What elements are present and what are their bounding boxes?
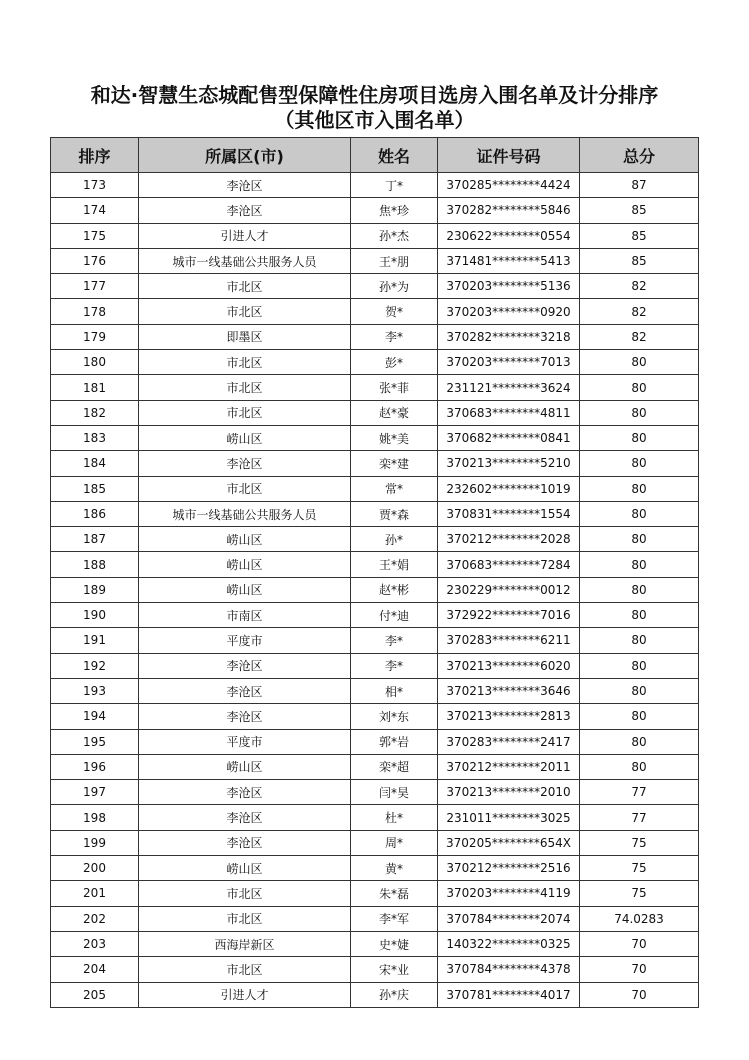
table-row xyxy=(51,603,699,628)
cell-total-score: 80 xyxy=(580,527,699,552)
cell-district: 李沧区 xyxy=(139,198,351,223)
cell-total-score: 77 xyxy=(580,805,699,830)
cell-name: 周* xyxy=(351,830,438,855)
cell-district: 市北区 xyxy=(139,400,351,425)
results-table xyxy=(50,137,699,1008)
cell-total-score: 75 xyxy=(580,881,699,906)
table-row xyxy=(51,830,699,855)
cell-total-score: 80 xyxy=(580,653,699,678)
table-row xyxy=(51,729,699,754)
page-title: 和达·智慧生态城配售型保障性住房项目选房入围名单及计分排序 xyxy=(90,83,659,107)
cell-rank: 198 xyxy=(51,805,139,830)
cell-name: 赵*彬 xyxy=(351,577,438,602)
cell-name: 刘*东 xyxy=(351,704,438,729)
cell-id-number: 370283********6211 xyxy=(438,628,580,653)
cell-name: 王*朋 xyxy=(351,248,438,273)
cell-name: 杜* xyxy=(351,805,438,830)
cell-name: 史*婕 xyxy=(351,931,438,956)
table-row xyxy=(51,552,699,577)
cell-id-number: 370283********2417 xyxy=(438,729,580,754)
cell-total-score: 82 xyxy=(580,274,699,299)
cell-name: 焦*珍 xyxy=(351,198,438,223)
cell-id-number: 370285********4424 xyxy=(438,173,580,198)
cell-id-number: 370212********2516 xyxy=(438,856,580,881)
cell-rank: 186 xyxy=(51,501,139,526)
cell-total-score: 85 xyxy=(580,223,699,248)
cell-district: 市北区 xyxy=(139,476,351,501)
cell-total-score: 80 xyxy=(580,729,699,754)
cell-district: 引进人才 xyxy=(139,223,351,248)
table-row xyxy=(51,678,699,703)
cell-rank: 174 xyxy=(51,198,139,223)
cell-total-score: 70 xyxy=(580,982,699,1007)
cell-rank: 200 xyxy=(51,856,139,881)
cell-total-score: 85 xyxy=(580,198,699,223)
table-row xyxy=(51,527,699,552)
cell-name: 李* xyxy=(351,628,438,653)
cell-id-number: 230229********0012 xyxy=(438,577,580,602)
cell-rank: 195 xyxy=(51,729,139,754)
table-row xyxy=(51,476,699,501)
cell-rank: 173 xyxy=(51,173,139,198)
table-row xyxy=(51,805,699,830)
table-row xyxy=(51,324,699,349)
table-header-row xyxy=(51,138,699,173)
cell-rank: 182 xyxy=(51,400,139,425)
cell-rank: 204 xyxy=(51,957,139,982)
cell-rank: 183 xyxy=(51,425,139,450)
cell-id-number: 370682********0841 xyxy=(438,425,580,450)
cell-district: 李沧区 xyxy=(139,653,351,678)
cell-id-number: 370203********0920 xyxy=(438,299,580,324)
table-row xyxy=(51,425,699,450)
table-body xyxy=(51,173,699,1008)
cell-rank: 189 xyxy=(51,577,139,602)
cell-total-score: 80 xyxy=(580,451,699,476)
table-row xyxy=(51,501,699,526)
cell-rank: 192 xyxy=(51,653,139,678)
cell-total-score: 80 xyxy=(580,603,699,628)
cell-id-number: 372922********7016 xyxy=(438,603,580,628)
cell-rank: 181 xyxy=(51,375,139,400)
header-id-number: 证件号码 xyxy=(438,138,580,173)
cell-id-number: 370831********1554 xyxy=(438,501,580,526)
cell-name: 闫*昊 xyxy=(351,780,438,805)
table-row xyxy=(51,704,699,729)
cell-name: 朱*磊 xyxy=(351,881,438,906)
cell-district: 市北区 xyxy=(139,299,351,324)
cell-name: 相* xyxy=(351,678,438,703)
cell-total-score: 80 xyxy=(580,577,699,602)
page-subtitle: （其他区市入围名单） xyxy=(274,108,475,132)
cell-id-number: 370784********4378 xyxy=(438,957,580,982)
cell-rank: 201 xyxy=(51,881,139,906)
cell-rank: 184 xyxy=(51,451,139,476)
cell-district: 西海岸新区 xyxy=(139,931,351,956)
header-district: 所属区(市) xyxy=(139,138,351,173)
table-row xyxy=(51,780,699,805)
cell-district: 崂山区 xyxy=(139,527,351,552)
table-row xyxy=(51,982,699,1007)
cell-district: 平度市 xyxy=(139,729,351,754)
cell-rank: 203 xyxy=(51,931,139,956)
cell-id-number: 370203********4119 xyxy=(438,881,580,906)
table-row xyxy=(51,400,699,425)
cell-district: 李沧区 xyxy=(139,451,351,476)
cell-total-score: 80 xyxy=(580,476,699,501)
table-row xyxy=(51,299,699,324)
table-row xyxy=(51,375,699,400)
cell-district: 李沧区 xyxy=(139,173,351,198)
cell-total-score: 75 xyxy=(580,830,699,855)
cell-total-score: 75 xyxy=(580,856,699,881)
cell-name: 张*菲 xyxy=(351,375,438,400)
cell-name: 李* xyxy=(351,653,438,678)
header-name: 姓名 xyxy=(351,138,438,173)
cell-rank: 205 xyxy=(51,982,139,1007)
cell-district: 城市一线基础公共服务人员 xyxy=(139,248,351,273)
cell-total-score: 70 xyxy=(580,931,699,956)
header-total-score: 总分 xyxy=(580,138,699,173)
cell-total-score: 80 xyxy=(580,552,699,577)
cell-district: 李沧区 xyxy=(139,830,351,855)
cell-id-number: 370781********4017 xyxy=(438,982,580,1007)
cell-id-number: 230622********0554 xyxy=(438,223,580,248)
cell-id-number: 232602********1019 xyxy=(438,476,580,501)
table-row xyxy=(51,881,699,906)
cell-id-number: 370282********3218 xyxy=(438,324,580,349)
cell-rank: 187 xyxy=(51,527,139,552)
cell-total-score: 80 xyxy=(580,754,699,779)
cell-district: 崂山区 xyxy=(139,856,351,881)
cell-district: 崂山区 xyxy=(139,425,351,450)
cell-district: 崂山区 xyxy=(139,552,351,577)
cell-total-score: 80 xyxy=(580,400,699,425)
table-row xyxy=(51,856,699,881)
cell-name: 付*迪 xyxy=(351,603,438,628)
cell-name: 孙*杰 xyxy=(351,223,438,248)
cell-id-number: 370203********5136 xyxy=(438,274,580,299)
cell-name: 栾*建 xyxy=(351,451,438,476)
table-row xyxy=(51,957,699,982)
cell-rank: 193 xyxy=(51,678,139,703)
cell-name: 姚*美 xyxy=(351,425,438,450)
cell-total-score: 82 xyxy=(580,299,699,324)
table-row xyxy=(51,754,699,779)
cell-id-number: 370213********2813 xyxy=(438,704,580,729)
cell-name: 王*娟 xyxy=(351,552,438,577)
cell-id-number: 370683********4811 xyxy=(438,400,580,425)
cell-rank: 180 xyxy=(51,350,139,375)
cell-id-number: 370683********7284 xyxy=(438,552,580,577)
cell-total-score: 80 xyxy=(580,350,699,375)
cell-total-score: 87 xyxy=(580,173,699,198)
cell-name: 孙* xyxy=(351,527,438,552)
cell-total-score: 80 xyxy=(580,628,699,653)
cell-total-score: 77 xyxy=(580,780,699,805)
cell-name: 丁* xyxy=(351,173,438,198)
cell-district: 市南区 xyxy=(139,603,351,628)
cell-district: 李沧区 xyxy=(139,805,351,830)
cell-rank: 178 xyxy=(51,299,139,324)
cell-total-score: 70 xyxy=(580,957,699,982)
cell-district: 崂山区 xyxy=(139,754,351,779)
header-rank: 排序 xyxy=(51,138,139,173)
cell-name: 彭* xyxy=(351,350,438,375)
cell-id-number: 370205********654X xyxy=(438,830,580,855)
cell-name: 李* xyxy=(351,324,438,349)
cell-district: 市北区 xyxy=(139,375,351,400)
cell-rank: 190 xyxy=(51,603,139,628)
table-row xyxy=(51,931,699,956)
cell-name: 郭*岩 xyxy=(351,729,438,754)
table-row xyxy=(51,173,699,198)
cell-district: 城市一线基础公共服务人员 xyxy=(139,501,351,526)
cell-name: 黄* xyxy=(351,856,438,881)
cell-district: 市北区 xyxy=(139,350,351,375)
table-row xyxy=(51,198,699,223)
table-row xyxy=(51,653,699,678)
cell-name: 栾*超 xyxy=(351,754,438,779)
cell-total-score: 80 xyxy=(580,501,699,526)
cell-total-score: 80 xyxy=(580,678,699,703)
table-row xyxy=(51,223,699,248)
cell-total-score: 80 xyxy=(580,425,699,450)
cell-rank: 197 xyxy=(51,780,139,805)
cell-name: 孙*庆 xyxy=(351,982,438,1007)
cell-id-number: 140322********0325 xyxy=(438,931,580,956)
cell-district: 李沧区 xyxy=(139,678,351,703)
table-row xyxy=(51,248,699,273)
table-row xyxy=(51,350,699,375)
cell-district: 市北区 xyxy=(139,881,351,906)
cell-district: 即墨区 xyxy=(139,324,351,349)
cell-district: 市北区 xyxy=(139,274,351,299)
cell-district: 平度市 xyxy=(139,628,351,653)
cell-total-score: 74.0283 xyxy=(580,906,699,931)
cell-rank: 191 xyxy=(51,628,139,653)
cell-district: 李沧区 xyxy=(139,780,351,805)
cell-id-number: 370213********3646 xyxy=(438,678,580,703)
cell-total-score: 80 xyxy=(580,375,699,400)
cell-name: 贾*森 xyxy=(351,501,438,526)
cell-rank: 185 xyxy=(51,476,139,501)
cell-name: 李*军 xyxy=(351,906,438,931)
cell-id-number: 370282********5846 xyxy=(438,198,580,223)
cell-id-number: 370213********2010 xyxy=(438,780,580,805)
cell-rank: 179 xyxy=(51,324,139,349)
table-row xyxy=(51,451,699,476)
cell-id-number: 231121********3624 xyxy=(438,375,580,400)
cell-id-number: 370212********2011 xyxy=(438,754,580,779)
cell-id-number: 370212********2028 xyxy=(438,527,580,552)
cell-name: 贺* xyxy=(351,299,438,324)
cell-rank: 194 xyxy=(51,704,139,729)
cell-name: 宋*业 xyxy=(351,957,438,982)
table-row xyxy=(51,628,699,653)
cell-id-number: 370213********6020 xyxy=(438,653,580,678)
cell-name: 赵*豪 xyxy=(351,400,438,425)
cell-rank: 177 xyxy=(51,274,139,299)
table-row xyxy=(51,274,699,299)
cell-id-number: 370213********5210 xyxy=(438,451,580,476)
cell-district: 李沧区 xyxy=(139,704,351,729)
cell-rank: 175 xyxy=(51,223,139,248)
cell-rank: 176 xyxy=(51,248,139,273)
cell-id-number: 370203********7013 xyxy=(438,350,580,375)
cell-rank: 199 xyxy=(51,830,139,855)
cell-rank: 202 xyxy=(51,906,139,931)
table-row xyxy=(51,906,699,931)
cell-district: 崂山区 xyxy=(139,577,351,602)
cell-total-score: 80 xyxy=(580,704,699,729)
table-row xyxy=(51,577,699,602)
cell-total-score: 82 xyxy=(580,324,699,349)
cell-rank: 188 xyxy=(51,552,139,577)
cell-name: 常* xyxy=(351,476,438,501)
cell-id-number: 371481********5413 xyxy=(438,248,580,273)
cell-rank: 196 xyxy=(51,754,139,779)
cell-name: 孙*为 xyxy=(351,274,438,299)
cell-district: 市北区 xyxy=(139,906,351,931)
cell-id-number: 370784********2074 xyxy=(438,906,580,931)
cell-total-score: 85 xyxy=(580,248,699,273)
cell-district: 市北区 xyxy=(139,957,351,982)
cell-id-number: 231011********3025 xyxy=(438,805,580,830)
cell-district: 引进人才 xyxy=(139,982,351,1007)
